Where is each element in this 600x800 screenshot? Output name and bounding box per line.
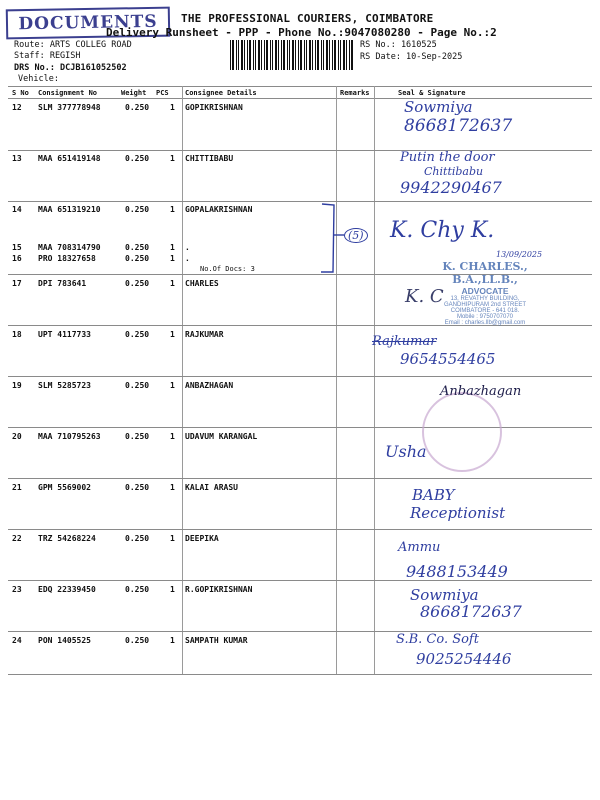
row-separator xyxy=(8,631,592,632)
route-label: Route: ARTS COLLEG ROAD xyxy=(14,40,132,50)
row-23-consignee: R.GOPIKRISHNAN xyxy=(185,585,253,594)
vehicle-label: Vehicle: xyxy=(18,74,59,84)
row-12-consignment: SLM 377778948 xyxy=(38,103,101,112)
row-21-consignee: KALAI ARASU xyxy=(185,483,238,492)
row-14-consignee: GOPALAKRISHNAN xyxy=(185,205,253,214)
row-22-consignment: TRZ 54268224 xyxy=(38,534,96,543)
row-17-consignee: CHARLES xyxy=(185,279,219,288)
col-weight: Weight xyxy=(121,89,147,97)
row-17-consignment: DPI 783641 xyxy=(38,279,87,288)
row-13-pcs: 1 xyxy=(170,154,175,163)
row-19-consignee: ANBAZHAGAN xyxy=(185,381,234,390)
row-12-pcs: 1 xyxy=(170,103,175,112)
advocate-mobile: Mobile : 9750707070 xyxy=(456,314,514,320)
row-separator xyxy=(8,529,592,530)
row-20-pcs: 1 xyxy=(170,432,175,441)
row-16-consignee: . xyxy=(185,254,190,263)
row-22-weight: 0.250 xyxy=(125,534,150,543)
row-19-sno: 19 xyxy=(12,381,22,390)
rs-date: RS Date: 10-Sep-2025 xyxy=(360,52,463,62)
row-14-consignment: MAA 651319210 xyxy=(38,205,101,214)
row-16-pcs: 1 xyxy=(170,254,175,263)
row-12-sig-name: Sowmiya xyxy=(404,98,473,116)
row-18-consignee: RAJKUMAR xyxy=(185,330,224,339)
row-15-consignment: MAA 708314790 xyxy=(38,243,101,252)
row-21-sno: 21 xyxy=(12,483,22,492)
row-18-sno: 18 xyxy=(12,330,22,339)
row-15-consignee: . xyxy=(185,243,190,252)
row-24-pcs: 1 xyxy=(170,636,175,645)
advocate-title: ADVOCATE xyxy=(461,286,509,296)
drs-number: DRS No.: DCJB161052502 xyxy=(14,63,127,73)
group-count-circle: (5) xyxy=(344,228,368,243)
col-consignee: Consignee Details xyxy=(185,89,257,97)
row-13-sno: 13 xyxy=(12,154,22,163)
col-sno: S No xyxy=(12,89,29,97)
row-23-sig-phone: 8668172637 xyxy=(420,602,522,621)
col-pcs: PCS xyxy=(156,89,169,97)
row-12-consignee: GOPIKRISHNAN xyxy=(185,103,243,112)
col-consignment: Consignment No xyxy=(38,89,98,97)
row-24-weight: 0.250 xyxy=(125,636,150,645)
row-21-pcs: 1 xyxy=(170,483,175,492)
row-14-weight: 0.250 xyxy=(125,205,150,214)
row-13-consignment: MAA 651419148 xyxy=(38,154,101,163)
advocate-city: COIMBATORE - 641 018. xyxy=(450,308,520,314)
row-17-signature: K. C xyxy=(405,286,444,307)
seal-col-divider xyxy=(374,86,375,674)
col-remarks: Remarks xyxy=(340,89,370,97)
documents-stamp: DOCUMENTS xyxy=(6,7,170,40)
advocate-name: K. CHARLES., B.A.,LL.B., xyxy=(442,260,528,286)
table-top-border xyxy=(8,86,592,87)
row-24-sig-phone: 9025254446 xyxy=(416,650,512,668)
row-16-sno: 16 xyxy=(12,254,22,263)
row-17-pcs: 1 xyxy=(170,279,175,288)
row-19-weight: 0.250 xyxy=(125,381,150,390)
row-24-consignee: SAMPATH KUMAR xyxy=(185,636,248,645)
barcode xyxy=(230,40,355,70)
runsheet-subtitle: Delivery Runsheet - PPP - Phone No.:9047080280 - Page No.:2 xyxy=(106,26,497,39)
row-23-sig-name: Sowmiya xyxy=(410,586,479,604)
row-14-signature: K. Chy K. xyxy=(390,218,495,243)
row-21-weight: 0.250 xyxy=(125,483,150,492)
table-bottom-border xyxy=(8,674,592,675)
row-15-sno: 15 xyxy=(12,243,22,252)
row-separator xyxy=(8,201,592,202)
advocate-address-2: GANDHIPURAM 2nd STREET xyxy=(443,302,527,308)
row-18-pcs: 1 xyxy=(170,330,175,339)
row-20-consignee: UDAVUM KARANGAL xyxy=(185,432,258,441)
row-18-weight: 0.250 xyxy=(125,330,150,339)
row-13-consignee: CHITTIBABU xyxy=(185,154,234,163)
row-23-sno: 23 xyxy=(12,585,22,594)
row-23-weight: 0.250 xyxy=(125,585,150,594)
no-of-docs: No.Of Docs: 3 xyxy=(200,265,255,273)
consignee-col-divider xyxy=(182,86,183,674)
row-23-consignment: EDQ 22339450 xyxy=(38,585,96,594)
row-13-sig-note: Putin the door xyxy=(400,150,495,165)
row-22-sig-name: Ammu xyxy=(398,540,441,555)
row-22-sno: 22 xyxy=(12,534,22,543)
row-separator xyxy=(8,376,592,377)
row-12-weight: 0.250 xyxy=(125,103,150,112)
row-18-sig-phone: 9654554465 xyxy=(400,350,496,368)
row-24-sig-name: S.B. Co. Soft xyxy=(396,632,479,647)
row-13-sig-phone: 9942290467 xyxy=(400,178,502,197)
row-15-pcs: 1 xyxy=(170,243,175,252)
col-seal-signature: Seal & Signature xyxy=(398,89,466,97)
row-18-signature: Rajkumar xyxy=(372,334,437,349)
row-13-weight: 0.250 xyxy=(125,154,150,163)
round-seal-stamp xyxy=(422,392,502,472)
row-17-sno: 17 xyxy=(12,279,22,288)
row-16-weight: 0.250 xyxy=(125,254,150,263)
row-20-consignment: MAA 710795263 xyxy=(38,432,101,441)
row-22-pcs: 1 xyxy=(170,534,175,543)
row-24-sno: 24 xyxy=(12,636,22,645)
row-23-pcs: 1 xyxy=(170,585,175,594)
row-21-sig-name: BABY xyxy=(412,486,455,504)
row-22-sig-phone: 9488153449 xyxy=(406,562,508,581)
row-separator xyxy=(8,478,592,479)
row-21-consignment: GPM 5569002 xyxy=(38,483,91,492)
advocate-email: Email : charles.llb@gmail.com xyxy=(444,320,526,326)
row-20-signature: Usha xyxy=(385,442,427,461)
row-22-consignee: DEEPIKA xyxy=(185,534,219,543)
row-14-pcs: 1 xyxy=(170,205,175,214)
row-13-sig-name: Chittibabu xyxy=(424,165,484,178)
advocate-address-1: 13, REVATHY BUILDING, xyxy=(450,296,520,302)
row-20-sno: 20 xyxy=(12,432,22,441)
row-15-weight: 0.250 xyxy=(125,243,150,252)
row-14-sno: 14 xyxy=(12,205,22,214)
row-12-sig-phone: 8668172637 xyxy=(404,116,513,136)
company-title: THE PROFESSIONAL COURIERS, COIMBATORE xyxy=(181,12,434,25)
header-bottom-border xyxy=(8,98,592,99)
staff-label: Staff: REGISH xyxy=(14,51,81,61)
row-12-sno: 12 xyxy=(12,103,22,112)
row-14-sig-date: 13/09/2025 xyxy=(496,250,543,259)
row-24-consignment: PON 1405525 xyxy=(38,636,91,645)
row-16-consignment: PRO 18327658 xyxy=(38,254,96,263)
row-separator xyxy=(8,427,592,428)
remarks-col-divider xyxy=(336,86,337,674)
row-17-weight: 0.250 xyxy=(125,279,150,288)
row-18-consignment: UPT 4117733 xyxy=(38,330,91,339)
row-19-signature: Anbazhagan xyxy=(440,384,522,399)
row-19-pcs: 1 xyxy=(170,381,175,390)
row-20-weight: 0.250 xyxy=(125,432,150,441)
row-separator xyxy=(8,150,592,151)
row-21-sig-role: Receptionist xyxy=(410,504,506,522)
row-19-consignment: SLM 5285723 xyxy=(38,381,91,390)
rs-number: RS No.: 1610525 xyxy=(360,40,437,50)
